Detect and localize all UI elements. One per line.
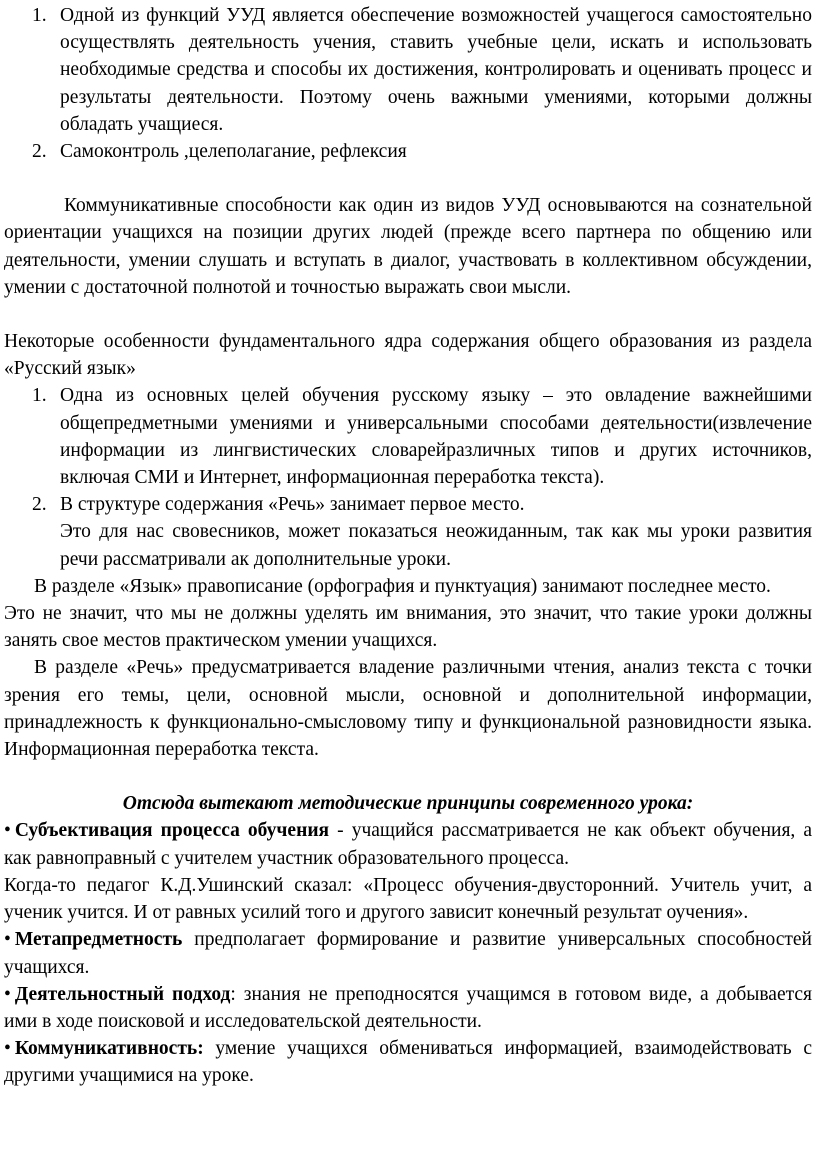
list-number: 2. bbox=[32, 141, 47, 163]
list-item-text: Одной из функций УУД является обеспечение возможностей учащегося самостоятельно осуществлять деятельность учения, ставить учебные цели, искать и использовать необходимые средства и способы их достижения, контролировать и оценивать процесс и результаты деятельности. Поэтому очень важными умениями, которыми должны обладать учащиеся. bbox=[60, 5, 812, 135]
features-paragraph: Некоторые особенности фундаментального ядра содержания общего образования из раздела «Русский язык» bbox=[4, 331, 812, 380]
spacer bbox=[4, 301, 812, 328]
uud-functions-list bbox=[4, 2, 812, 165]
principles-heading: Отсюда вытекают методические принципы современного урока: bbox=[122, 793, 694, 815]
speech-section-paragraph: В разделе «Речь» предусматривается владение различными чтения, анализ текста с точки зрения его темы, цели, основной мысли, основной и дополнительной информации, принадлежность к функционально-смысловому типу и функциональной разновидности языка. Информационная переработка текста. bbox=[4, 657, 812, 761]
not-mean-paragraph: Это не значит, что мы не должны уделять им внимания, это значит, что такие уроки должны занять свое местов практическом умении учащихся. bbox=[4, 603, 812, 652]
principle-item bbox=[4, 981, 812, 1035]
bullet-icon: • bbox=[4, 983, 11, 1005]
principle-term: Субъективация процесса обучения bbox=[14, 820, 330, 842]
language-section-paragraph: В разделе «Язык» правописание (орфография и пунктуация) занимают последнее место. bbox=[34, 575, 771, 597]
bullet-icon: • bbox=[4, 820, 11, 842]
list-number: 1. bbox=[32, 385, 47, 407]
spacer bbox=[4, 763, 812, 790]
bullet-icon: • bbox=[4, 1038, 11, 1060]
list-item bbox=[4, 2, 812, 138]
principle-term: Деятельностный подход bbox=[14, 983, 231, 1005]
russian-language-list bbox=[4, 382, 812, 518]
list-item bbox=[4, 138, 812, 165]
list-item-text: Самоконтроль ,целеполагание, рефлексия bbox=[60, 141, 407, 163]
principle-item bbox=[4, 926, 812, 980]
ushinsky-quote: Когда-то педагог К.Д.Ушинский сказал: «Процесс обучения-двусторонний. Учитель учит, а ученик учится. И от равных усилий того и другого зависит конечный результат оучения». bbox=[4, 874, 812, 924]
list-number: 1. bbox=[32, 5, 47, 26]
principle-term: Метапредметность bbox=[14, 929, 183, 951]
list-item bbox=[4, 491, 812, 518]
list-item bbox=[4, 382, 812, 491]
list-number: 2. bbox=[32, 494, 47, 516]
list-item-text: В структуре содержания «Речь» занимает первое место. bbox=[60, 494, 525, 516]
principle-text: : знания не преподносятся учащимся в готовом виде, а добывается ими в ходе поисковой и исследовательской деятельности. bbox=[4, 983, 812, 1032]
principle-term: Коммуникативность: bbox=[14, 1038, 204, 1060]
principle-text: предполагает формирование и развитие универсальных способностей учащихся. bbox=[4, 929, 812, 978]
principle-item bbox=[4, 817, 812, 871]
spacer bbox=[4, 165, 812, 192]
principle-text: умение учащихся обмениваться информацией, взаимодействовать с другими учащимися на уроке. bbox=[4, 1038, 812, 1087]
principle-text: - учащийся рассматривается не как объект обучения, а как равноправный с учителем участник образовательного процесса. bbox=[4, 820, 812, 869]
list-item-text: Одна из основных целей обучения русскому языку – это овладение важнейшими общепредметными умениями и универсальными способами деятельности(извлечение информации из лингвистических словарейразличных типов и других источников, включая СМИ и Интернет, информационная переработка текста). bbox=[60, 385, 812, 489]
list-continuation: Это для нас свовесников, может показаться неожиданным, так как мы уроки развития речи рассматривали ак дополнительные уроки. bbox=[60, 521, 812, 570]
bullet-icon: • bbox=[4, 929, 11, 951]
principle-item bbox=[4, 1035, 812, 1089]
communicative-paragraph: Коммуникативные способности как один из видов УУД основываются на сознательной ориентации учащихся на позиции других людей (прежде всего партнера по общению или деятельности, умении слушать и вступать в диалог, участвовать в коллективном обсуждении, умении с достаточной полнотой и точностью выражать свои мысли. bbox=[4, 195, 812, 298]
